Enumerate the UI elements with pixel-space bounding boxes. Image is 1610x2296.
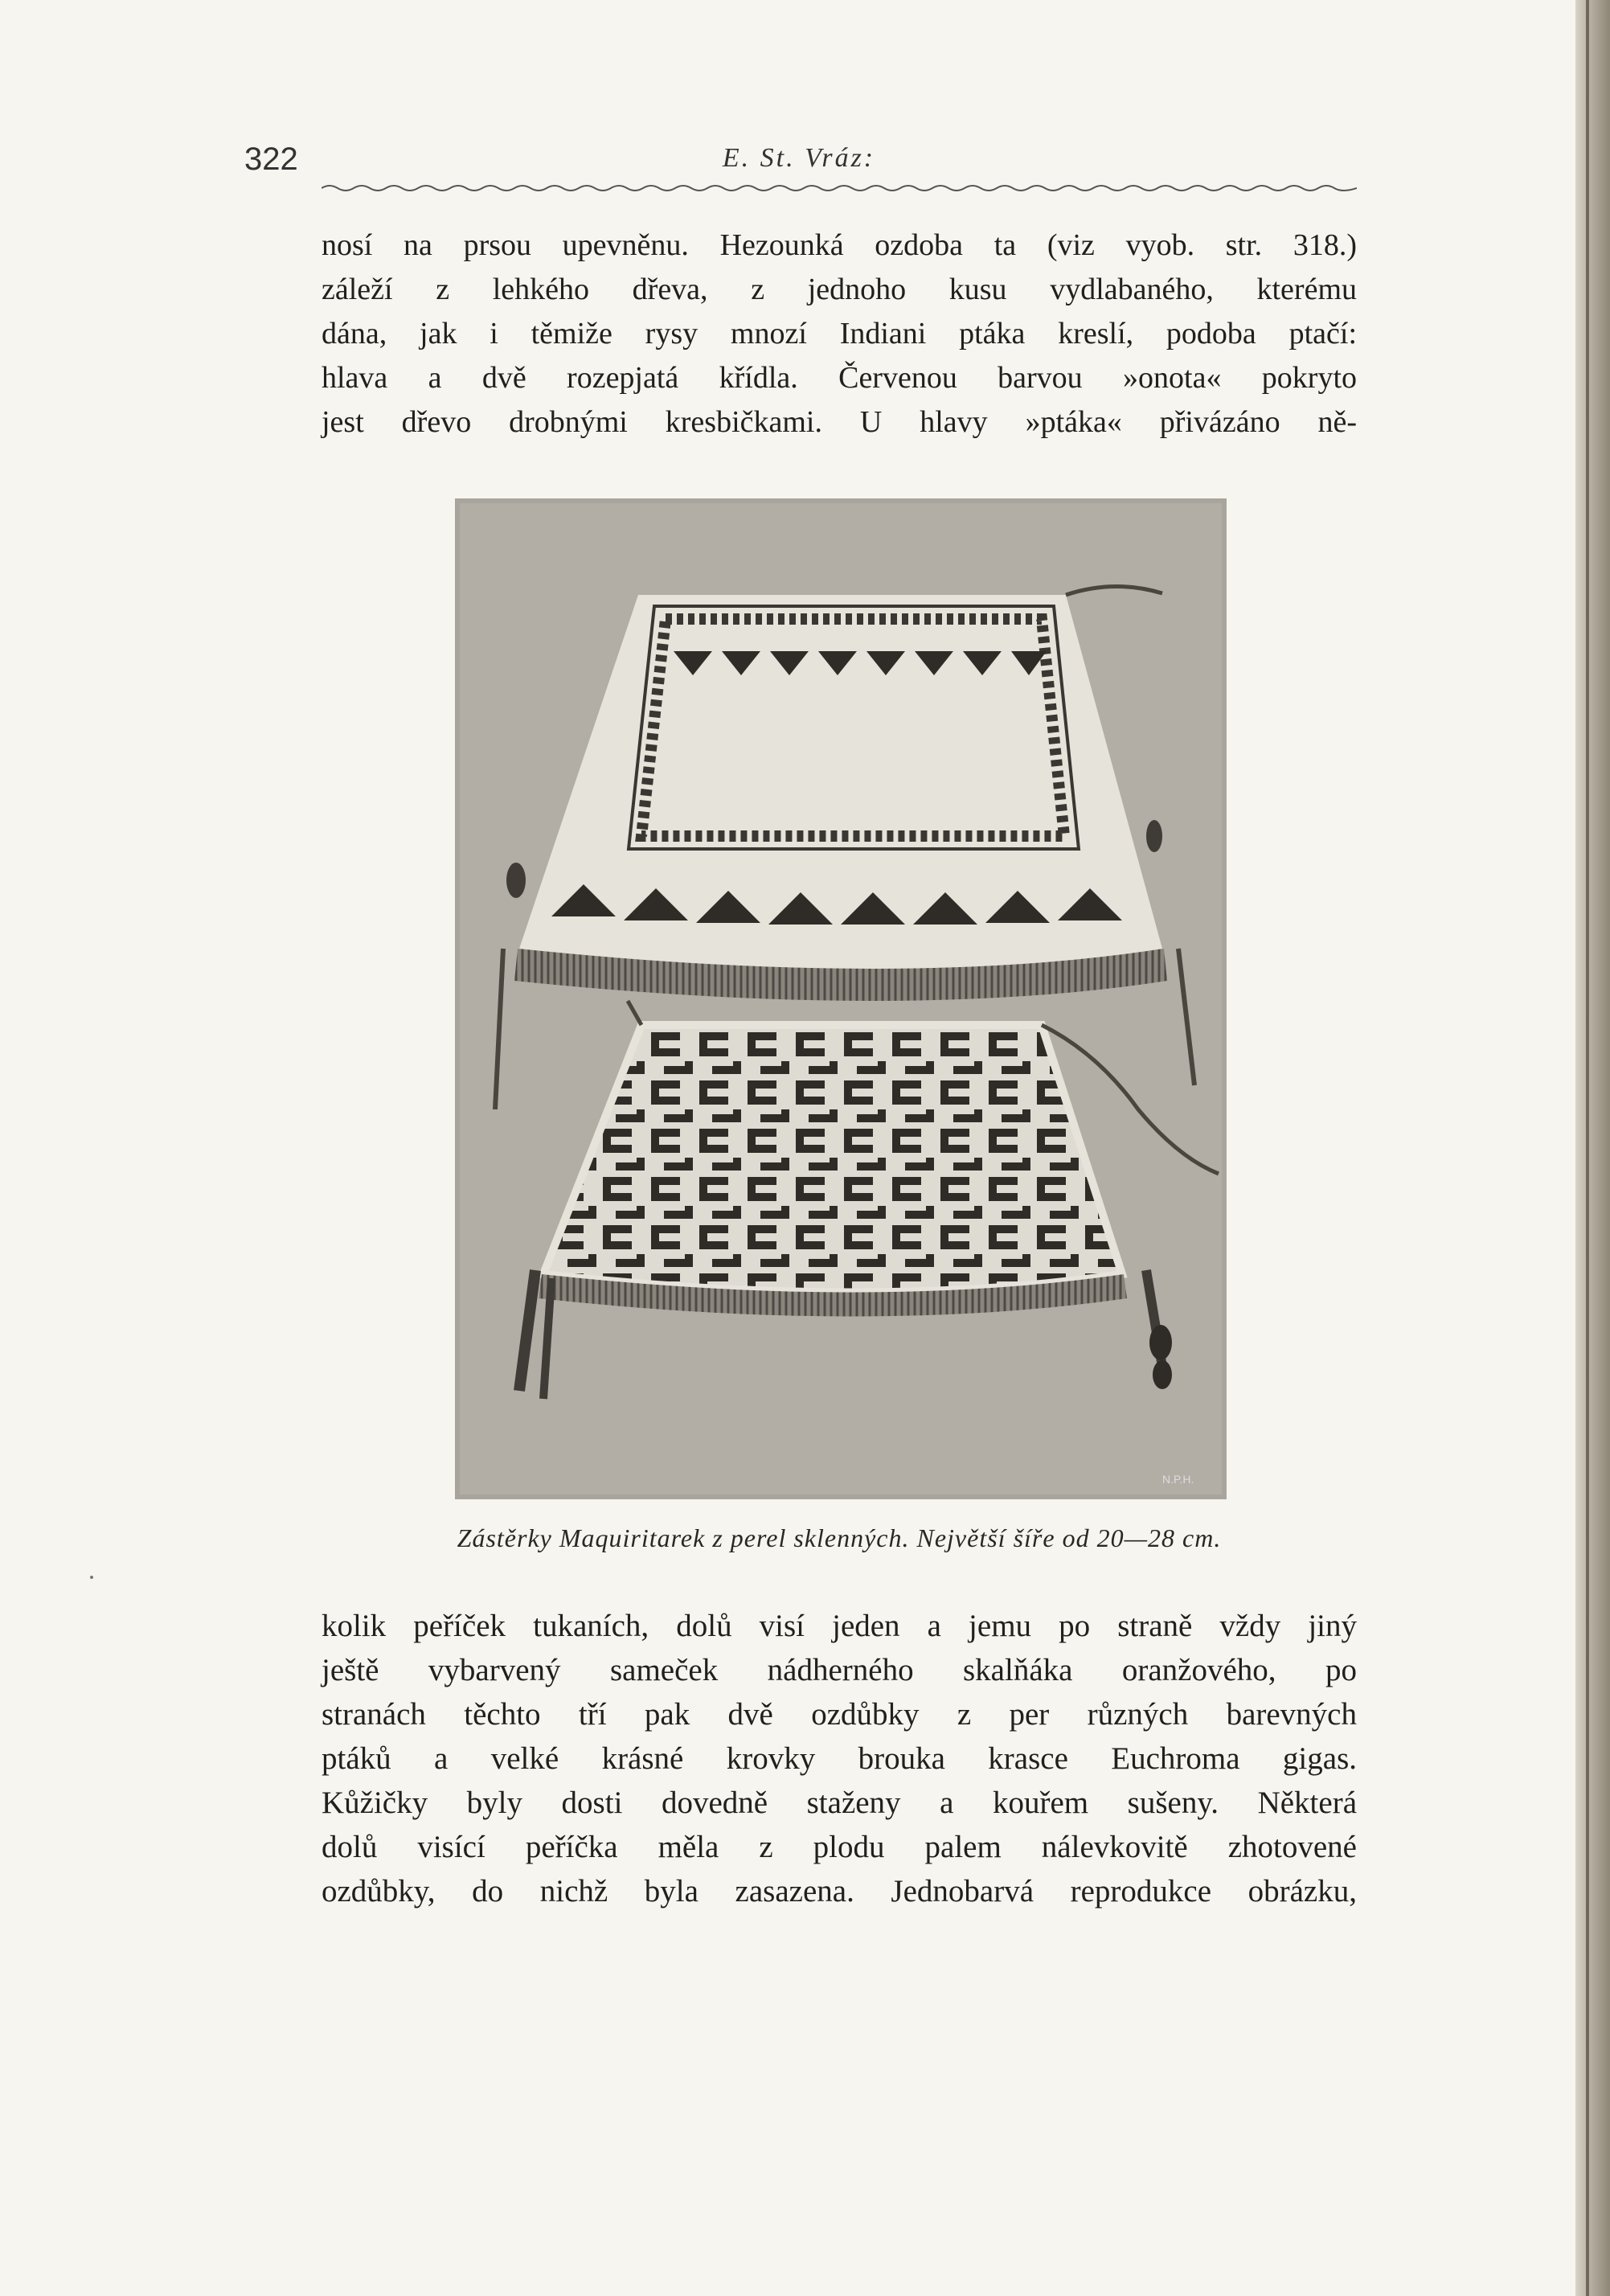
text-line: ozdůbky, do nichž byla zasazena. Jednobarvá reprodukce obrázku, (322, 1874, 1357, 1909)
text-line: Kůžičky byly dosti dovedně staženy a kouřem sušeny. Některá (322, 1786, 1357, 1820)
page-speck (90, 1576, 93, 1579)
photo-mark: N.P.H. (1162, 1473, 1194, 1486)
book-binding-edge (1575, 0, 1610, 2296)
text-line: dolů visící peříčka měla z plodu palem nálevkovitě zhotovené (322, 1830, 1357, 1864)
header-rule (322, 182, 1357, 191)
binding-line (1586, 0, 1589, 2296)
text-line: jest dřevo drobnými kresbičkami. U hlavy »ptáka« přivázáno ně- (322, 405, 1357, 439)
text-line: hlava a dvě rozepjatá křídla. Červenou barvou »onota« pokryto (322, 361, 1357, 395)
text-line: stranách těchto tří pak dvě ozdůbky z per různých barevných (322, 1697, 1357, 1732)
page-number: 322 (244, 141, 298, 177)
top-paragraph (322, 223, 1357, 445)
text-line: ještě vybarvený sameček nádherného skalňáka oranžového, po (322, 1653, 1357, 1687)
apron-photograph (455, 498, 1227, 1499)
figure-caption: Zástěrky Maquiritarek z perel sklenných. Největší šíře od 20—28 cm. (457, 1523, 1222, 1552)
text-line: dána, jak i těmiže rysy mnozí Indiani ptáka kreslí, podoba ptačí: (322, 317, 1357, 351)
text-line: ptáků a velké krásné krovky brouka krasce Euchroma gigas. (322, 1741, 1357, 1776)
bottom-paragraph (322, 1604, 1357, 1913)
text-line: kolik peříček tukaních, dolů visí jeden a jemu po straně vždy jiný (322, 1609, 1357, 1643)
text-line: záleží z lehkého dřeva, z jednoho kusu vydlabaného, kterému (322, 273, 1357, 306)
running-head: E. St. Vráz: (722, 143, 876, 173)
text-line: nosí na prsou upevněnu. Hezounká ozdoba ta (viz vyob. str. 318.) (322, 228, 1357, 262)
